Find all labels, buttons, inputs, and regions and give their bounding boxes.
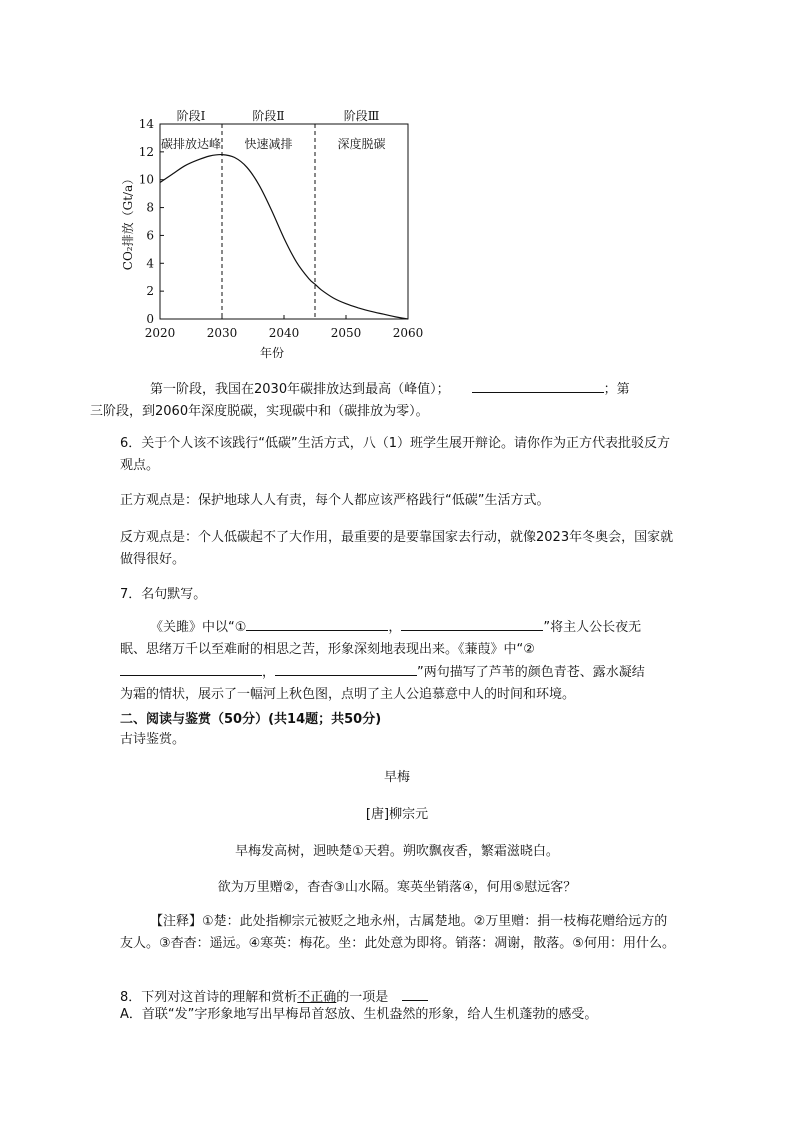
question-7-title: 7．名句默写。	[120, 587, 207, 602]
x-tick-label: 2040	[268, 326, 300, 340]
q7-blank-2b[interactable]	[275, 661, 417, 676]
q7-text-b: 眠、思绪万千以至难耐的相思之苦，形象深刻地表现出来。《蒹葭》中“②	[120, 642, 535, 657]
x-tick-label: 2020	[144, 326, 176, 340]
section-2-subtitle: 古诗鉴赏。	[120, 732, 186, 747]
phase-name-label: 阶段Ⅲ	[343, 109, 380, 123]
fill-blank-phase2[interactable]	[472, 378, 604, 393]
question-6-title: 6．关于个人该不该践行“低碳”生活方式，八（1）班学生展开辩论。请你作为正方代表批驳反方观点。	[120, 436, 671, 473]
poem-author: [唐]柳宗元	[365, 807, 429, 822]
y-tick-label: 4	[146, 256, 154, 271]
fill-text-c: 三阶段，到2060年深度脱碳，实现碳中和（碳排放为零）。	[90, 404, 429, 419]
fill-text-b: ；第	[603, 382, 630, 397]
y-axis-title: CO₂排放（Gt/a）	[121, 172, 135, 271]
x-axis-title: 年份	[259, 346, 285, 360]
plot-frame	[160, 124, 408, 319]
poem-line-2: 欲为万里赠②，杳杳③山水隔。寒英坐销落④，何用⑤慰远客？	[217, 880, 577, 895]
phase-desc-label: 快速减排	[244, 137, 293, 151]
q7-text-d: 为霜的情状，展示了一幅河上秋色图，点明了主人公追慕意中人的时间和环境。	[120, 687, 576, 702]
phase-name-label: 阶段Ⅱ	[252, 109, 285, 123]
question-6-pro-view: 正方观点是：保护地球人人有责，每个人都应该严格践行“低碳”生活方式。	[120, 493, 550, 508]
question-6-con-view: 反方观点是：个人低碳起不了大作用，最重要的是要靠国家去行动，就像2023年冬奥会，国家就做得很好。	[120, 530, 674, 567]
x-tick-label: 2060	[392, 326, 424, 340]
question-8-option-a: A．首联“发”字形象地写出早梅昂首怒放、生机盎然的形象，给人生机蓬勃的感受。	[120, 1007, 598, 1022]
y-tick-label: 2	[146, 284, 154, 299]
y-tick-label: 0	[146, 312, 154, 326]
q7-blank-2a[interactable]	[120, 661, 262, 676]
question-7-body	[120, 616, 680, 706]
q7-text-a3: ”将主人公长夜无	[543, 620, 642, 635]
q7-blank-1a[interactable]	[246, 616, 388, 631]
section-2-title: 二、阅读与鉴赏（50分）(共14题；共50分)	[120, 712, 382, 727]
y-tick-label: 10	[138, 172, 154, 187]
phase-desc-label: 碳排放达峰	[160, 137, 222, 151]
y-tick-label: 8	[146, 200, 154, 215]
q8-title-text-c: 的一项是	[336, 990, 389, 1005]
q7-text-c1: ，	[262, 665, 276, 680]
q7-text-a1: 《关雎》中以“①	[150, 620, 247, 635]
q8-answer-blank[interactable]	[402, 986, 428, 1001]
poem-notes: 【注释】①楚：此处指柳宗元被贬之地永州，古属楚地。②万里赠：捐一枝梅花赠给远方的友人。③杳杳：遥远。④寒英：梅花。坐：此处意为即将。销落：凋谢，散落。⑤何用：用什么。	[120, 914, 675, 951]
phase-fill-paragraph	[90, 378, 680, 423]
q7-blank-1b[interactable]	[401, 616, 543, 631]
x-tick-label: 2030	[206, 326, 238, 340]
q8-title-text-a: 8．下列对这首诗的理解和赏析	[120, 990, 298, 1005]
phase-name-label: 阶段Ⅰ	[176, 109, 206, 123]
q8-title-emphasis: 不正确	[297, 990, 337, 1005]
x-tick-label: 2050	[330, 326, 362, 340]
q7-text-a2: ，	[388, 620, 402, 635]
phase-desc-label: 深度脱碳	[337, 137, 386, 151]
y-tick-label: 12	[138, 144, 154, 159]
y-tick-label: 6	[146, 228, 154, 243]
y-tick-label: 14	[138, 117, 154, 131]
q7-text-c2: ”两句描写了芦苇的颜色青苍、露水凝结	[417, 665, 645, 680]
poem-title: 早梅	[383, 770, 410, 785]
fill-text-a: 第一阶段，我国在2030年碳排放达到最高（峰值）；	[150, 382, 450, 397]
poem-line-1: 早梅发高树，迥映楚①天碧。朔吹飘夜香，繁霜滋晓白。	[235, 844, 559, 859]
co2-emission-curve	[160, 155, 408, 319]
